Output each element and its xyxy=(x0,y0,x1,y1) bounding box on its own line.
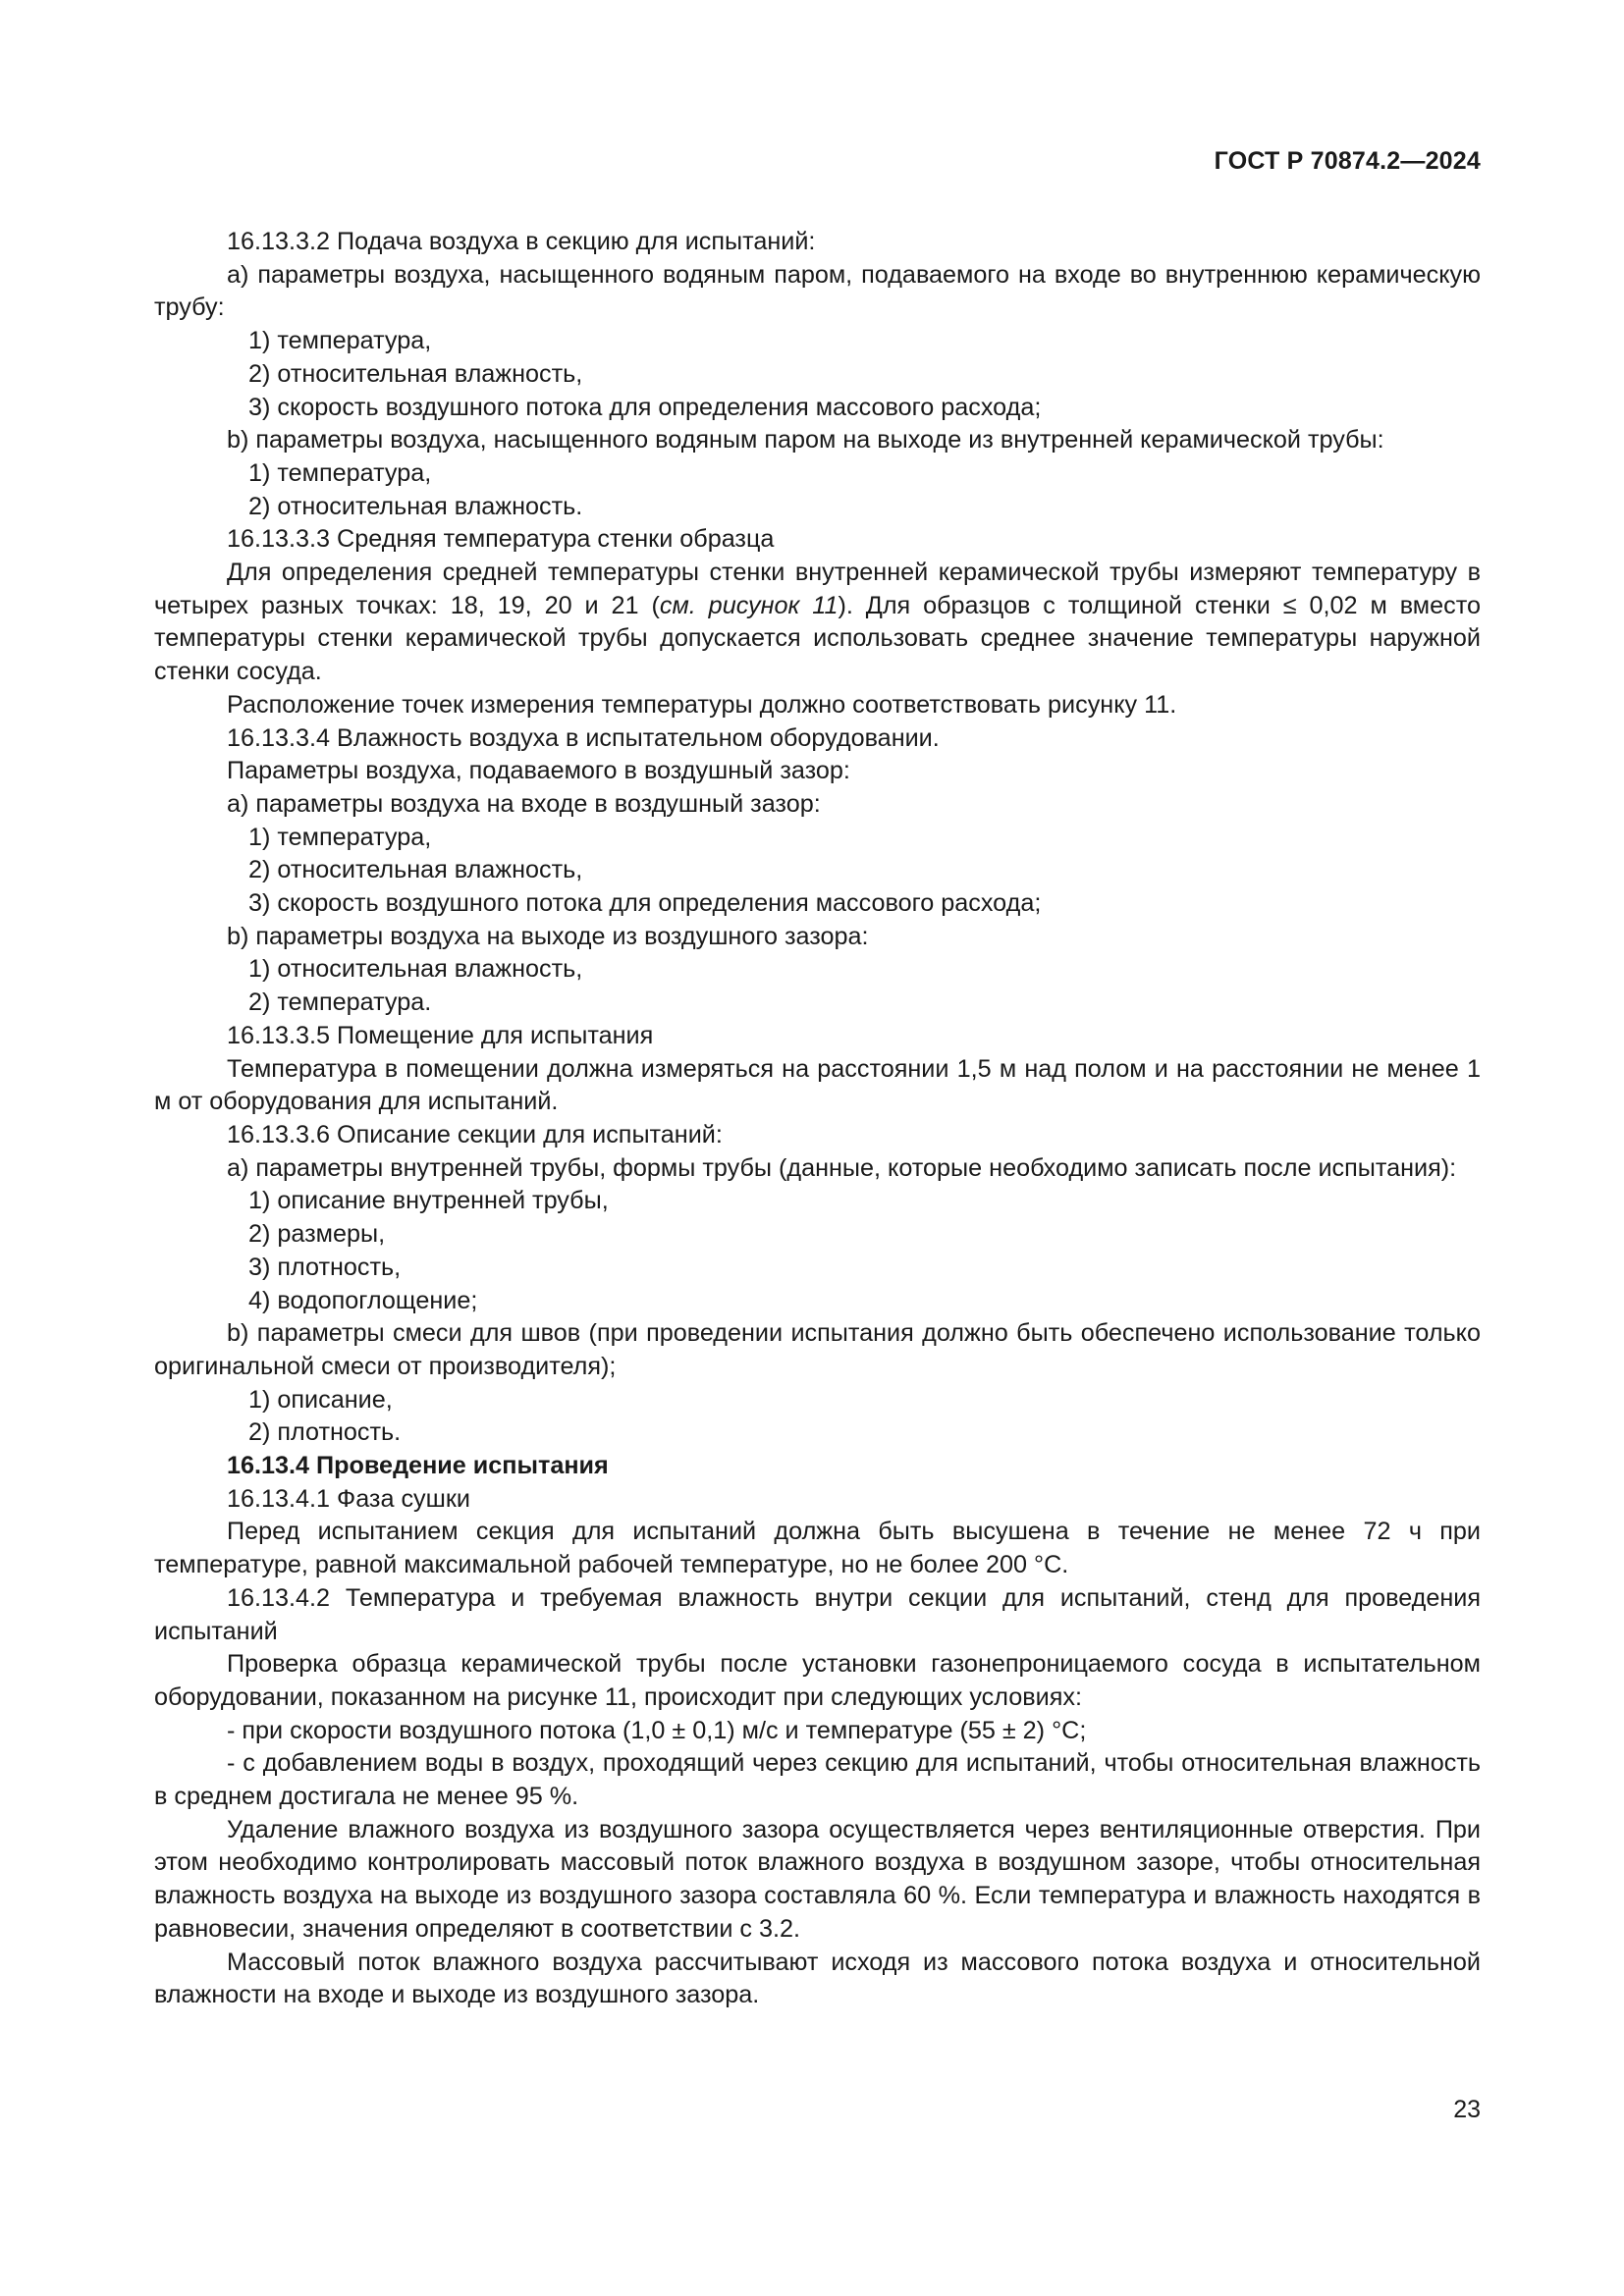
list-item: 2) относительная влажность. xyxy=(248,492,583,520)
list-item: 4) водопоглощение; xyxy=(248,1286,478,1314)
page-number: 23 xyxy=(1453,2096,1481,2123)
paragraph: Температура в помещении должна измеряться на расстоянии 1,5 м над полом и на расстоянии не менее 1 м от оборудования для испытаний. xyxy=(154,1054,1481,1116)
list-item: 1) относительная влажность, xyxy=(248,955,583,984)
section-heading: 16.13.3.3 Средняя температура стенки образца xyxy=(227,525,775,554)
section-heading: 16.13.3.4 Влажность воздуха в испытательном оборудовании. xyxy=(227,723,940,752)
paragraph: Удаление влажного воздуха из воздушного зазора осуществляется через вентиляционные отверстия. При этом необходимо контролировать массовый поток влажного воздуха в воздушном зазоре, чтобы относительная влажность воздуха на выходе из воздушного зазора составляла 60 %. Если температура и влажность находятся в равновесии, значения определяют в соответствии с 3.2. xyxy=(154,1815,1481,1943)
list-item: 2) относительная влажность, xyxy=(248,856,583,884)
list-item: 1) температура, xyxy=(248,823,432,851)
paragraph: Массовый поток влажного воздуха рассчитывают исходя из массового потока воздуха и относительной влажности на входе и выходе из воздушного зазора. xyxy=(154,1948,1481,2009)
paragraph: a) параметры воздуха на входе в воздушный зазор: xyxy=(227,789,821,818)
paragraph: Для определения средней температуры стенки внутренней керамической трубы измеряют температуру в четырех разных точках: 18, 19, 20 и 21 (см. рисунок 11). Для образцов с толщиной стенки ≤ 0,02 м вместо температуры стенки керамической трубы допускается использовать среднее значение температуры наружной стенки сосуда. xyxy=(154,559,1481,686)
list-item: 1) описание, xyxy=(248,1385,393,1414)
list-item: 2) размеры, xyxy=(248,1220,386,1249)
paragraph: 16.13.3.2 Подача воздуха в секцию для испытаний: xyxy=(227,228,816,255)
paragraph: b) параметры воздуха на выходе из воздушного зазора: xyxy=(227,922,869,950)
list-item: 1) температура, xyxy=(248,327,432,355)
list-item: - с добавлением воды в воздух, проходящий через секцию для испытаний, чтобы относительная влажность в среднем достигала не менее 95 %. xyxy=(154,1749,1481,1811)
list-item: 2) относительная влажность, xyxy=(248,359,583,388)
section-heading: 16.13.4.2 Температура и требуемая влажность внутри секции для испытаний, стенд для проведения испытаний xyxy=(154,1583,1481,1645)
list-item: 2) плотность. xyxy=(248,1418,402,1447)
section-title: 16.13.4 Проведение испытания xyxy=(227,1452,609,1480)
figure-reference: см. рисунок 11 xyxy=(659,591,839,619)
list-item: 3) скорость воздушного потока для определения массового расхода; xyxy=(248,889,1042,918)
document-code: ГОСТ Р 70874.2—2024 xyxy=(1214,147,1481,175)
paragraph: Проверка образца керамической трубы после установки газонепроницаемого сосуда в испытательном оборудовании, показанном на рисунке 11, происходит при следующих условиях: xyxy=(154,1650,1481,1711)
section-heading: 16.13.3.6 Описание секции для испытаний: xyxy=(227,1120,723,1148)
paragraph: Параметры воздуха, подаваемого в воздушный зазор: xyxy=(227,757,850,785)
paragraph: Расположение точек измерения температуры должно соответствовать рисунку 11. xyxy=(227,690,1177,719)
paragraph: Перед испытанием секция для испытаний должна быть высушена в течение не менее 72 ч при температуре, равной максимальной рабочей температуре, но не более 200 °C. xyxy=(154,1518,1481,1579)
list-item: 3) плотность, xyxy=(248,1253,402,1281)
paragraph: b) параметры воздуха, насыщенного водяным паром на выходе из внутренней керамической трубы: xyxy=(227,426,1384,454)
section-heading: 16.13.4.1 Фаза сушки xyxy=(227,1484,470,1513)
list-item: 1) описание внутренней трубы, xyxy=(248,1187,609,1215)
section-heading: 16.13.3.5 Помещение для испытания xyxy=(227,1021,654,1049)
paragraph: a) параметры воздуха, насыщенного водяным паром, подаваемого на входе во внутреннюю керамическую трубу: xyxy=(154,260,1481,322)
paragraph: a) параметры внутренней трубы, формы трубы (данные, которые необходимо записать после испытания): xyxy=(227,1153,1457,1182)
list-item: - при скорости воздушного потока (1,0 ± 0,1) м/с и температуре (55 ± 2) °C; xyxy=(227,1716,1087,1744)
paragraph: b) параметры смеси для швов (при проведении испытания должно быть обеспечено использование только оригинальной смеси от производителя); xyxy=(154,1319,1481,1380)
document-body xyxy=(154,226,1481,2012)
list-item: 1) температура, xyxy=(248,458,432,487)
list-item: 3) скорость воздушного потока для определения массового расхода; xyxy=(248,393,1042,421)
list-item: 2) температура. xyxy=(248,988,432,1017)
